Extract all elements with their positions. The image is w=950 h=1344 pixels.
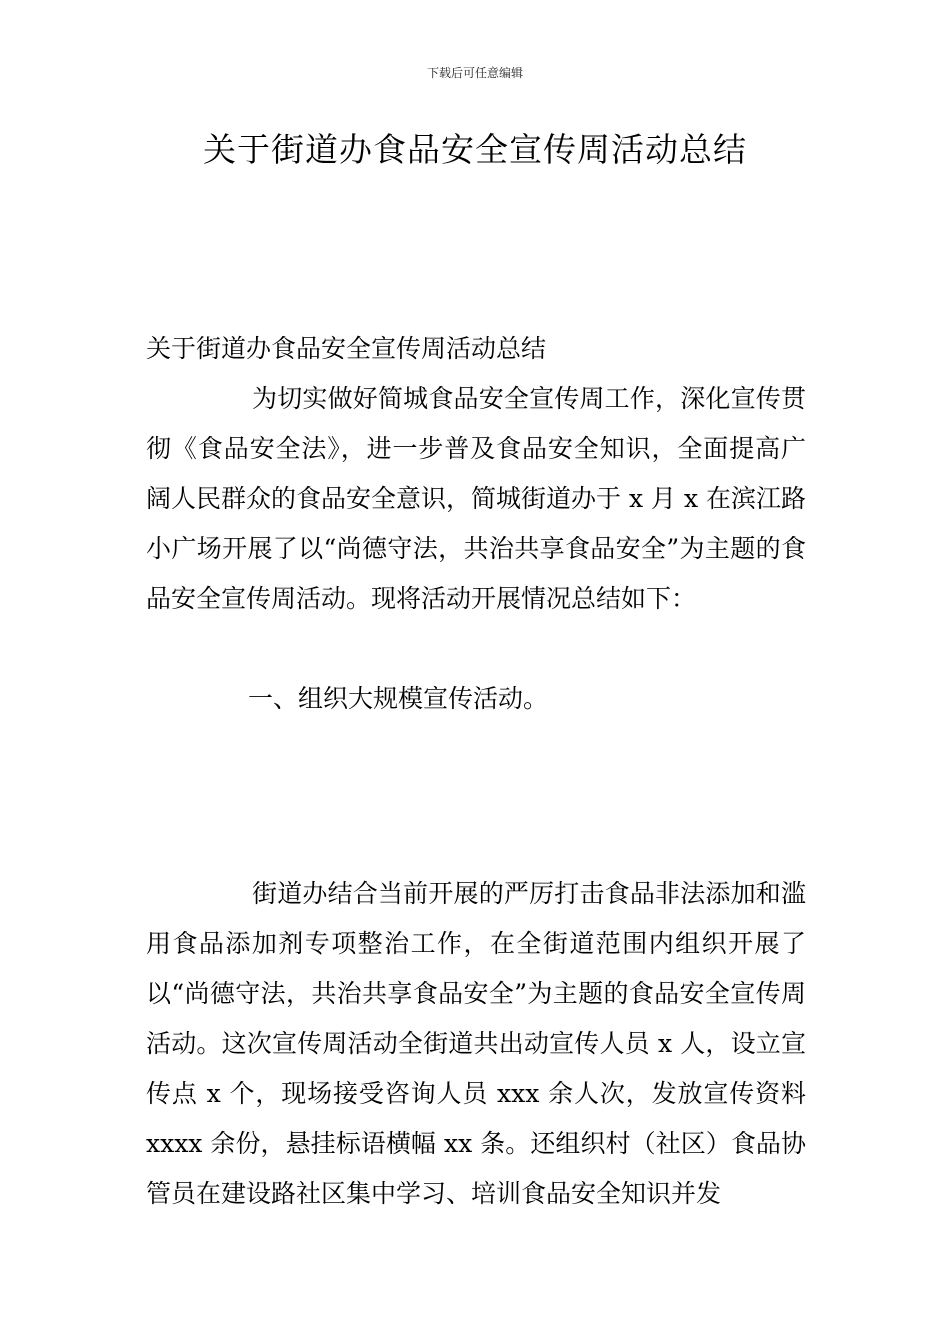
section-heading-1: 一、组织大规模宣传活动。 xyxy=(248,684,549,713)
document-subtitle: 关于街道办食品安全宣传周活动总结 xyxy=(146,334,547,363)
paragraph-section-1: 街道办结合当前开展的严厉打击食品非法添加和滥用食品添加剂专项整治工作，在全街道范围内组织开展了以“尚德守法，共治共享食品安全”为主题的食品安全宣传周活动。这次宣传周活动全街道共出动宣传人员 x 人，设立宣传点 x 个，现场接受咨询人员 xxx 余人次，发放宣传资料 xxxx 余份，悬挂标语横幅 xx 条。还组织村（社区）食品协管员在建设路社区集中学习、培训食品安全知识并发 xyxy=(146,879,806,1208)
document-title: 关于街道办食品安全宣传周活动总结 xyxy=(203,130,747,169)
paragraph-intro: 为切实做好简城食品安全宣传周工作，深化宣传贯彻《食品安全法》，进一步普及食品安全知识，全面提高广阔人民群众的食品安全意识，简城街道办于 x 月 x 在滨江路小广场开展了以“尚德守法，共治共享食品安全”为主题的食品安全宣传周活动。现将活动开展情况总结如下： xyxy=(146,384,806,613)
header-note: 下载后可任意编辑 xyxy=(426,66,523,80)
